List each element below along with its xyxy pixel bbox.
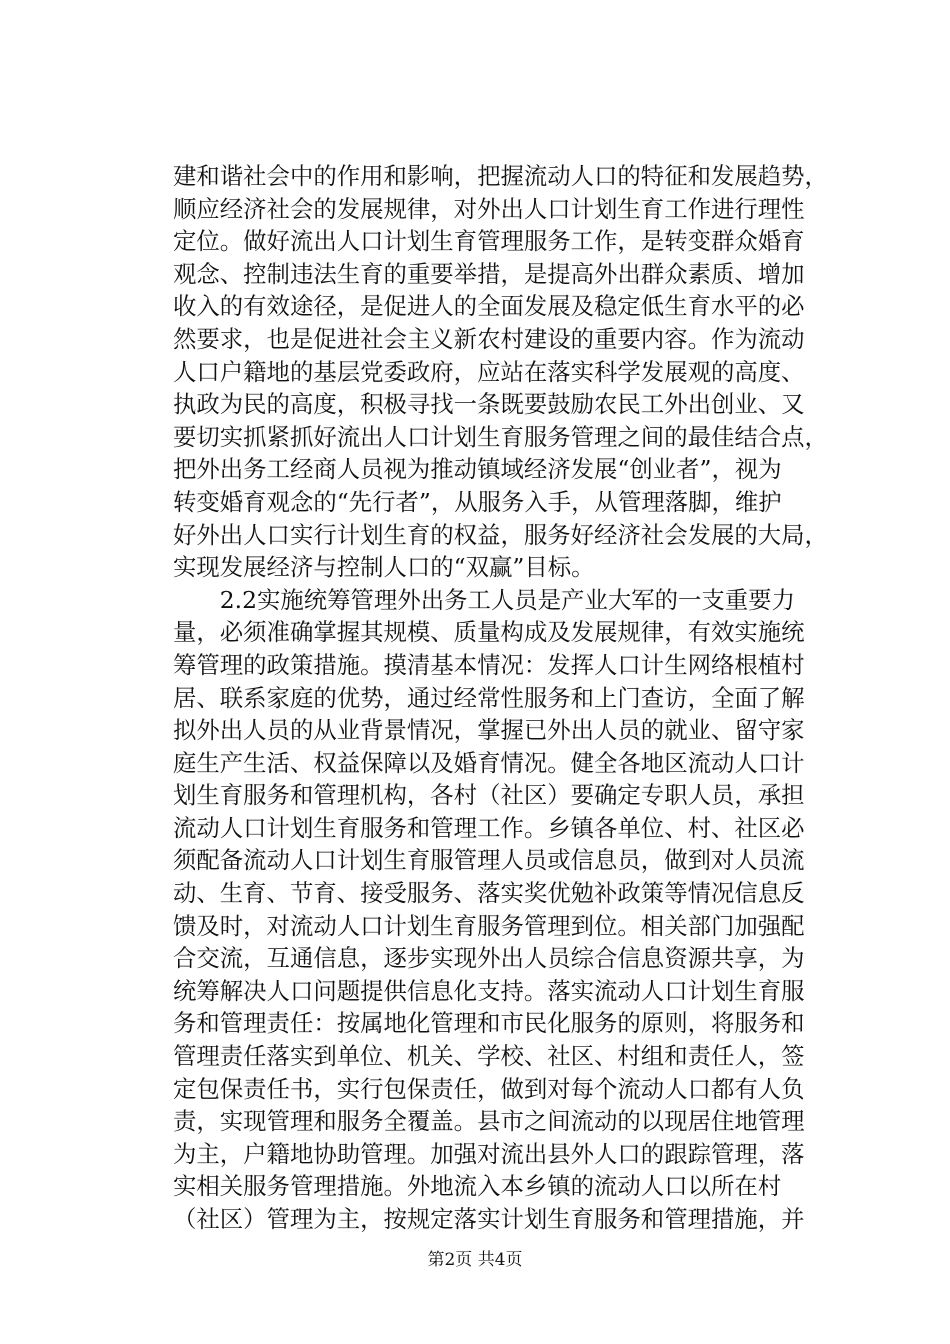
text-line: 定位。做好流出人口计划生育管理服务工作，是转变群众婚育 bbox=[173, 227, 805, 256]
text-line: 须配备流动人口计划生育服管理人员或信息员，做到对人员流 bbox=[173, 846, 805, 875]
text-line: 实现发展经济与控制人口的“双赢”目标。 bbox=[173, 553, 595, 582]
text-line: 拟外出人员的从业背景情况，掌握已外出人员的就业、留守家 bbox=[173, 716, 805, 745]
page-number-footer: 第2页 共4页 bbox=[427, 1250, 523, 1270]
text-line: 庭生产生活、权益保障以及婚育情况。健全各地区流动人口计 bbox=[173, 748, 805, 777]
body-text bbox=[173, 160, 828, 1236]
text-line: 为主，户籍地协助管理。加强对流出县外人口的跟踪管理，落 bbox=[173, 1139, 805, 1168]
text-line: 实相关服务管理措施。外地流入本乡镇的流动人口以所在村 bbox=[173, 1172, 782, 1201]
text-line: 然要求，也是促进社会主义新农村建设的重要内容。作为流动 bbox=[173, 324, 805, 353]
text-line: 管理责任落实到单位、机关、学校、社区、村组和责任人，签 bbox=[173, 1042, 805, 1071]
text-line: 动、生育、节育、接受服务、落实奖优勉补政策等情况信息反 bbox=[173, 879, 805, 908]
text-line: 定包保责任书，实行包保责任，做到对每个流动人口都有人负 bbox=[173, 1074, 805, 1103]
text-line: 要切实抓紧抓好流出人口计划生育服务管理之间的最佳结合点， bbox=[173, 422, 828, 451]
text-line: 统筹解决人口问题提供信息化支持。落实流动人口计划生育服 bbox=[173, 976, 805, 1005]
text-line: 执政为民的高度，积极寻找一条既要鼓励农民工外出创业、又 bbox=[173, 390, 805, 419]
text-line: 筹管理的政策措施。摸清基本情况：发挥人口计生网络根植村 bbox=[173, 650, 805, 679]
section-heading-line: 2.2实施统筹管理外出务工人员是产业大军的一支重要力 bbox=[173, 585, 795, 614]
text-line: 转变婚育观念的“先行者”，从服务入手，从管理落脚，维护 bbox=[173, 487, 782, 516]
text-line: 责，实现管理和服务全覆盖。县市之间流动的以现居住地管理 bbox=[173, 1107, 805, 1136]
text-line: 观念、控制违法生育的重要举措，是提高外出群众素质、增加 bbox=[173, 259, 805, 288]
text-line: 建和谐社会中的作用和影响，把握流动人口的特征和发展趋势， bbox=[173, 162, 828, 190]
text-line: 收入的有效途径，是促进人的全面发展及稳定低生育水平的必 bbox=[173, 292, 805, 321]
text-line: 人口户籍地的基层党委政府，应站在落实科学发展观的高度、 bbox=[173, 357, 805, 386]
text-line: 量，必须准确掌握其规模、质量构成及发展规律，有效实施统 bbox=[173, 618, 805, 647]
text-line: 务和管理责任：按属地化管理和市民化服务的原则，将服务和 bbox=[173, 1009, 805, 1038]
text-line: 流动人口计划生育服务和管理工作。乡镇各单位、村、社区必 bbox=[173, 813, 805, 842]
text-line: 把外出务工经商人员视为推动镇域经济发展“创业者”，视为 bbox=[173, 455, 782, 484]
text-line: 划生育服务和管理机构，各村（社区）要确定专职人员，承担 bbox=[173, 781, 805, 810]
text-line: 顺应经济社会的发展规律，对外出人口计划生育工作进行理性 bbox=[173, 194, 805, 223]
text-line: 好外出人口实行计划生育的权益，服务好经济社会发展的大局， bbox=[173, 520, 828, 549]
text-line: （社区）管理为主，按规定落实计划生育服务和管理措施，并 bbox=[173, 1205, 805, 1233]
text-line: 居、联系家庭的优势，通过经常性服务和上门查访，全面了解 bbox=[173, 683, 805, 712]
text-line: 合交流，互通信息，逐步实现外出人员综合信息资源共享，为 bbox=[173, 944, 805, 973]
text-line: 馈及时，对流动人口计划生育服务管理到位。相关部门加强配 bbox=[173, 911, 805, 940]
